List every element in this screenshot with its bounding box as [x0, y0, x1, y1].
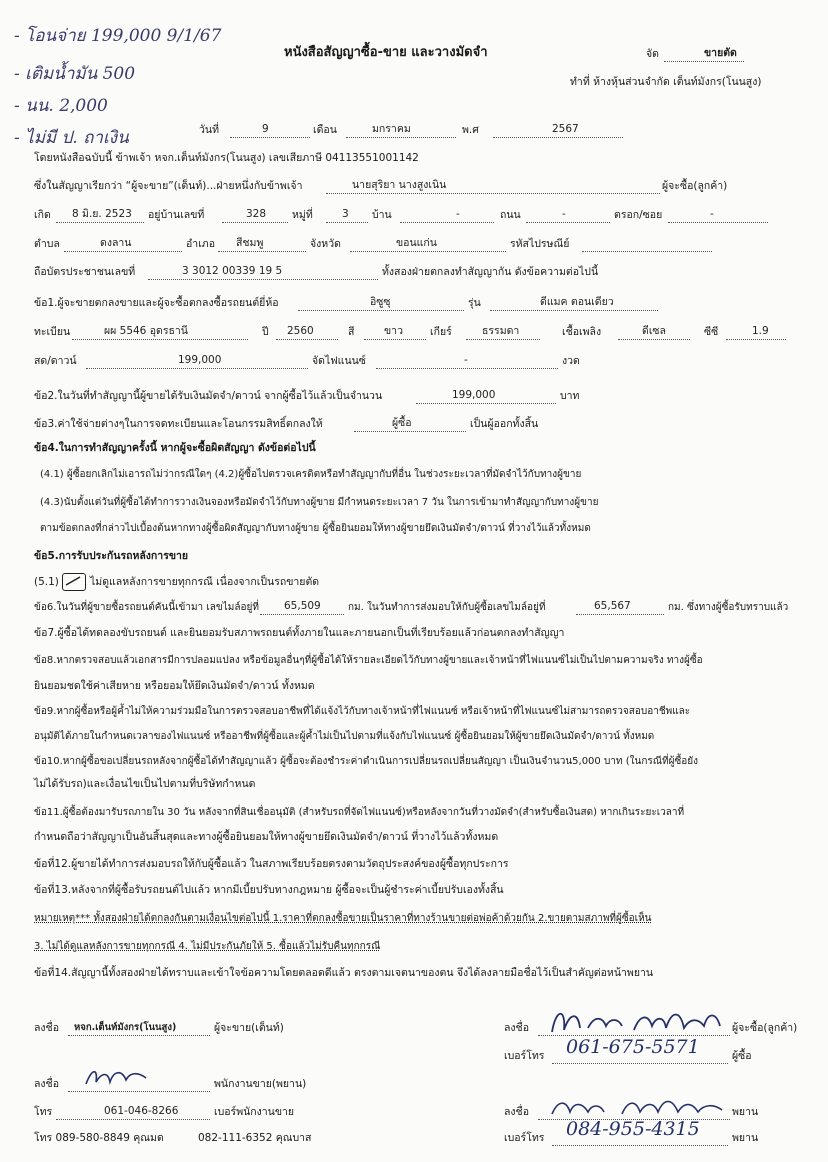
intro-line-1: โดยหนังสือฉบับนี้ ข้าพเจ้า หจก.เต็นท์มังกร(โนนสูง) เลขเสียภาษี 04113551001142: [34, 152, 419, 164]
model-label: รุ่น: [468, 297, 481, 309]
seller-name: หจก.เต็นท์มังกร(โนนสูง): [74, 1022, 177, 1033]
house-label: อยู่บ้านเลขที่: [148, 209, 205, 221]
cc-label: ซีซี: [704, 326, 719, 338]
mile1-dots: [260, 614, 344, 615]
witness-phone-dots: [552, 1145, 728, 1146]
postcode-label: รหัสไปรษณีย์: [510, 238, 570, 250]
price-label: สด/ดาวน์: [34, 355, 77, 367]
amphoe-dots: [218, 251, 306, 252]
born-dots: [56, 222, 144, 223]
buyer-phone-dots: [552, 1063, 728, 1064]
cc-value: 1.9: [752, 325, 769, 337]
witness-role-2: พยาน: [732, 1132, 759, 1144]
id-dots: [148, 279, 378, 280]
village-label: บ้าน: [372, 209, 392, 221]
staff-signature: [82, 1062, 152, 1090]
gear-dots: [466, 339, 540, 340]
buyer-phone-label: เบอร์โทร: [504, 1050, 545, 1062]
cc-dots: [726, 339, 786, 340]
clause-11-a: ข้อ11.ผู้ซื้อต้องมารับรถภายใน 30 วัน หลังจากที่สินเชื่ออนุมัติ (สำหรับรถที่จัดไฟแนนซ์)หรือหลังจากวันที่วางมัดจำ(สำหรับซื้อเงินสด) หากเกินระยะเวลาที่: [34, 807, 685, 818]
staff-tel-label: โทร: [34, 1106, 53, 1118]
margin-note-2: - เติมน้ำมัน 500: [14, 64, 136, 84]
type-dots: [664, 61, 744, 62]
seller-role: ผู้จะขาย(เต็นท์): [214, 1022, 284, 1034]
moo-value: 3: [342, 208, 349, 220]
seller-sign-label: ลงชื่อ: [34, 1022, 59, 1034]
id-tail: ทั้งสองฝ่ายตกลงทำสัญญากัน ดังข้อความต่อไปนี้: [382, 266, 599, 278]
id-label: ถือบัตรประชาชนเลขที่: [34, 266, 136, 278]
house-dots: [222, 222, 288, 223]
clause-8-b: ยินยอมชดใช้ค่าเสียหาย หรือยอมให้ยึดเงินมัดจำ/ดาวน์ ทั้งหมด: [34, 680, 315, 692]
born-value: 8 มิ.ย. 2523: [72, 208, 132, 220]
village-value: -: [456, 208, 460, 220]
car-year-dots: [276, 339, 338, 340]
year-value: 2567: [552, 123, 579, 135]
type-label: จัด: [646, 48, 659, 60]
clause-4-3b: ตามข้อตกลงที่กล่าวไปเบื้องต้นหากทางผู้ซื้อผิดสัญญากับทางผู้ขาย ผู้ซื้อยินยอมให้ทางผู้ขายยึดเงินมัดจำ/ดาวน์ ที่วางไว้แล้วทั้งหมด: [40, 523, 591, 534]
witness-phone: 084-955-4315: [566, 1118, 700, 1140]
checkbox-no-warranty[interactable]: [62, 573, 86, 591]
clause-4-3: (4.3)นับตั้งแต่วันที่ผู้ซื้อได้ทำการวางเงินจองหรือมัดจำไว้กับทางผู้ขาย มีกำหนดระยะเวลา 7 วัน ในการเข้ามาทำสัญญากับทางผู้ขาย: [40, 497, 599, 508]
day-label: วันที่: [199, 124, 219, 136]
month-label: เดือน: [313, 124, 337, 136]
place-label: ทำที่ ห้างหุ้นส่วนจำกัด เต็นท์มังกร(โนนสูง): [570, 76, 762, 88]
clause-8-a: ข้อ8.หากตรวจสอบแล้วเอกสารมีการปลอมแปลง หรือข้อมูลอื่นๆที่ผู้ซื้อได้ให้รายละเอียดไว้กับทางผู้ขายและเจ้าหน้าที่ไฟแนนซ์ไม่เป็นไปตามความจริง ทางผู้ซื้อ: [34, 655, 703, 666]
color-label: สี: [348, 326, 355, 338]
price-dots: [86, 368, 308, 369]
clause-6-c: กม. ซึ่งทางผู้ซื้อรับทราบแล้ว: [668, 602, 789, 613]
clause-6-b: กม. ในวันทำการส่งมอบให้กับผู้ซื้อเลขไมล์อยู่ที่: [348, 602, 546, 613]
road-label: ถนน: [500, 209, 521, 221]
buyer-name: นายสุริยา นางสูงเนิน: [352, 179, 447, 191]
staff-tel-dots: [56, 1119, 210, 1120]
tambon-label: ตำบล: [34, 238, 60, 250]
model-value: ดีแมค ตอนเดียว: [540, 296, 614, 308]
payer-dots: [354, 431, 466, 432]
clause-2-a: ข้อ2.ในวันที่ทำสัญญานี้ผู้ขายได้รับเงินมัดจำ/ดาวน์ จากผู้ซื้อไว้แล้วเป็นจำนวน: [34, 390, 383, 402]
day-dots: [230, 137, 310, 138]
clause-4: ข้อ4.ในการทำสัญญาครั้งนี้ หากผู้จะซื้อผิดสัญญา ดังข้อต่อไปนี้: [34, 442, 316, 454]
soi-label: ตรอก/ซอย: [614, 209, 663, 221]
staff-sign-label: ลงชื่อ: [34, 1078, 59, 1090]
footer-contact-a: โทร 089-580-8849 คุณมด: [34, 1132, 164, 1144]
color-value: ขาว: [384, 325, 403, 337]
type-value: ขายตัด: [704, 47, 737, 59]
clause-5: ข้อ5.การรับประกันรถหลังการขาย: [34, 550, 189, 562]
buyer-sign-label: ลงชื่อ: [504, 1022, 529, 1034]
month-dots: [346, 137, 456, 138]
seller-sign-dots: [68, 1035, 210, 1036]
staff-phone: 061-046-8266: [104, 1105, 179, 1117]
payer-value: ผู้ซื้อ: [392, 417, 412, 429]
margin-note-1: - โอนจ่าย 199,000 9/1/67: [14, 26, 222, 46]
staff-role: พนักงานขาย(พยาน): [214, 1078, 307, 1090]
tambon-dots: [64, 251, 182, 252]
clause-13: ข้อที่13.หลังจากที่ผู้ซื้อรับรถยนต์ไปแล้ว หากมีเบี้ยปรับทางกฎหมาย ผู้ซื้อจะเป็นผู้ชำระค่าเบี้ยปรับเองทั้งสิ้น: [34, 884, 504, 896]
clause-4-1: (4.1) ผู้ซื้อยกเลิกไม่เอารถไม่ว่ากรณีใดๆ (4.2)ผู้ซื้อไปตรวจเครดิตหรือทำสัญญากับที่อื่น ในช่วงระยะเวลาที่มัดจำไว้กับทางผู้ขาย: [40, 469, 582, 480]
province-label: จังหวัด: [310, 238, 341, 250]
year-label: พ.ศ: [462, 124, 479, 136]
intro-line-2b: ผู้จะซื้อ(ลูกค้า): [662, 180, 728, 192]
plate-label: ทะเบียน: [34, 326, 71, 338]
car-year-value: 2560: [287, 325, 314, 337]
fuel-value: ดีเซล: [642, 325, 666, 337]
province-value: ขอนแก่น: [396, 237, 437, 249]
clause-14: ข้อที่14.สัญญานี้ทั้งสองฝ่ายได้ทราบและเข้าใจข้อความโดยตลอดดีแล้ว ตรงตามเจตนาของตน จึงได้ลงลายมือชื่อไว้เป็นสำคัญต่อหน้าพยาน: [34, 967, 654, 979]
month-value: มกราคม: [372, 123, 411, 135]
clause-7: ข้อ7.ผู้ซื้อได้ทดลองขับรถยนต์ และยินยอมรับสภาพรถยนต์ทั้งภายในและภายนอกเป็นที่เรียบร้อยแล้วก่อนตกลงทำสัญญา: [34, 627, 565, 639]
road-value: -: [562, 208, 566, 220]
intro-line-2a: ซึ่งในสัญญาเรียกว่า “ผู้จะขาย”(เต็นท์)...ฝ่ายหนึ่งกับข้าพเจ้า: [34, 180, 303, 192]
fuel-dots: [618, 339, 690, 340]
soi-dots: [668, 222, 768, 223]
brand-dots: [298, 310, 464, 311]
year-dots: [493, 137, 623, 138]
clause-12: ข้อที่12.ผู้ขายได้ทำการส่งมอบรถให้กับผู้ซื้อแล้ว ในสภาพเรียบร้อยตรงตามวัตถุประสงค์ของผู้ซื้อทุกประการ: [34, 858, 509, 870]
finance-dots: [376, 368, 558, 369]
day-value: 9: [262, 123, 269, 135]
deposit-amount: 199,000: [452, 389, 496, 401]
mile-out: 65,567: [594, 600, 631, 612]
amphoe-label: อำเภอ: [186, 238, 216, 250]
road-dots: [526, 222, 610, 223]
clause-10-a: ข้อ10.หากผู้ซื้อขอเปลี่ยนรถหลังจากผู้ซื้อได้ทำสัญญาแล้ว ผู้ซื้อจะต้องชำระค่าดำเนินการเปลี่ยนรถเปลี่ยนสัญญา เป็นเงินจำนวน5,000 บาท (ในกรณีที่ผู้ซื้อยัง: [34, 756, 699, 767]
price-value: 199,000: [178, 354, 222, 366]
fuel-label: เชื้อเพลิง: [562, 326, 602, 338]
moo-label: หมู่ที่: [292, 209, 313, 221]
color-dots: [364, 339, 426, 340]
witness-signature: [548, 1092, 728, 1120]
clause-11-b: กำหนดถือว่าสัญญาเป็นอันสิ้นสุดและทางผู้ซื้อยินยอมให้ทางผู้ขายยึดเงินมัดจำ/ดาวน์ ที่วางไว้แล้วทั้งหมด: [34, 831, 499, 843]
margin-note-3: - นน. 2,000: [14, 96, 108, 116]
year-car-label: ปี: [262, 326, 269, 338]
plate-dots: [72, 339, 248, 340]
remark-line-2: 3. ไม่ได้ดูแลหลังการขายทุกกรณี 4. ไม่มีประกันภัยให้ 5. ซื้อแล้วไม่รับคืนทุกกรณี: [34, 941, 381, 952]
witness-role-1: พยาน: [732, 1106, 759, 1118]
postcode-dots: [582, 251, 712, 252]
buyer-name-dots: [326, 193, 660, 194]
born-label: เกิด: [34, 209, 51, 221]
installment-label: งวด: [562, 355, 580, 367]
finance-value: -: [464, 354, 468, 366]
remark-line-1: หมายเหตุ*** ทั้งสองฝ่ายได้ตกลงกันตามเงื่อนไขต่อไปนี้ 1.ราคาที่ตกลงซื้อขายเป็นราคาที่ทางร้านขายต่อพ่อค้าด้วยกัน 2.ขายตามสภาพที่ผู้ซื้อเห็น: [34, 913, 652, 924]
staff-phone-role: เบอร์พนักงานขาย: [214, 1106, 295, 1118]
document-title: หนังสือสัญญาซื้อ-ขาย และวางมัดจำ: [284, 45, 488, 60]
village-dots: [400, 222, 494, 223]
clause-9-a: ข้อ9.หากผู้ซื้อหรือผู้ค้ำไม่ให้ความร่วมมือในการตรวจสอบอาชีพที่ได้แจ้งไว้กับทางเจ้าหน้าที่ไฟแนนซ์ หรือเจ้าหน้าที่ไฟแนนซ์ไม่สามารถตรวจสอบอาชีพและ: [34, 706, 691, 717]
house-value: 328: [246, 208, 267, 220]
clause-3-b: เป็นผู้ออกทั้งสิ้น: [470, 418, 539, 430]
clause-6-a: ข้อ6.ในวันที่ผู้ขายซื้อรถยนต์คันนี้เข้ามา เลขไมล์อยู่ที่: [34, 602, 259, 613]
amphoe-value: สีชมพู: [236, 237, 264, 249]
soi-value: -: [710, 208, 714, 220]
gear-value: ธรรมดา: [482, 325, 520, 337]
finance-label: จัดไฟแนนซ์: [312, 355, 366, 367]
clause-5-1-prefix: (5.1): [34, 576, 59, 588]
buyer-role: ผู้จะซื้อ(ลูกค้า): [732, 1022, 798, 1034]
clause-2-b: บาท: [560, 390, 580, 402]
mile-in: 65,509: [284, 600, 321, 612]
clause-5-1: ไม่ดูแลหลังการขายทุกกรณี เนื่องจากเป็นรถขายตัด: [90, 576, 320, 588]
id-value: 3 3012 00339 19 5: [182, 265, 283, 277]
footer-contact-b: 082-111-6352 คุณบาส: [198, 1132, 312, 1144]
tambon-value: ดงลาน: [100, 237, 132, 249]
witness-phone-label: เบอร์โทร: [504, 1132, 545, 1144]
clause-9-b: อนุมัติได้ภายในกำหนดเวลาของไฟแนนซ์ หรืออาชีพที่ผู้ซื้อและผู้ค้ำไม่เป็นไปตามที่แจ้งกับไฟแนนซ์ ผู้ซื้อยินยอมให้ผู้ขายยึดเงินมัดจำ/ดาวน์ ทั้งหมด: [34, 731, 655, 742]
deposit-dots: [416, 403, 556, 404]
staff-sign-dots: [68, 1091, 210, 1092]
gear-label: เกียร์: [430, 326, 452, 338]
clause-3-a: ข้อ3.ค่าใช้จ่ายต่างๆในการจดทะเบียนและโอนกรรมสิทธิ์ตกลงให้: [34, 418, 323, 430]
buyer-signature: [548, 1004, 728, 1038]
model-dots: [490, 310, 658, 311]
witness-sign-label: ลงชื่อ: [504, 1106, 529, 1118]
clause-1-label: ข้อ1.ผู้จะขายตกลงขายและผู้จะซื้อตกลงซื้อรถยนต์ยี่ห้อ: [34, 297, 279, 309]
buyer-phone-role: ผู้ซื้อ: [732, 1050, 752, 1062]
margin-note-4: - ไม่มี ป. ถาเงิน: [14, 128, 129, 148]
buyer-phone: 061-675-5571: [566, 1036, 700, 1058]
province-dots: [350, 251, 506, 252]
moo-dots: [326, 222, 368, 223]
plate-value: ผผ 5546 อุดรธานี: [104, 325, 188, 337]
mile2-dots: [576, 614, 664, 615]
clause-10-b: ไม่ได้รับรถ)และเงื่อนไขเป็นไปตามที่บริษัทกำหนด: [34, 778, 256, 790]
brand-value: อิซูซุ: [370, 296, 391, 308]
